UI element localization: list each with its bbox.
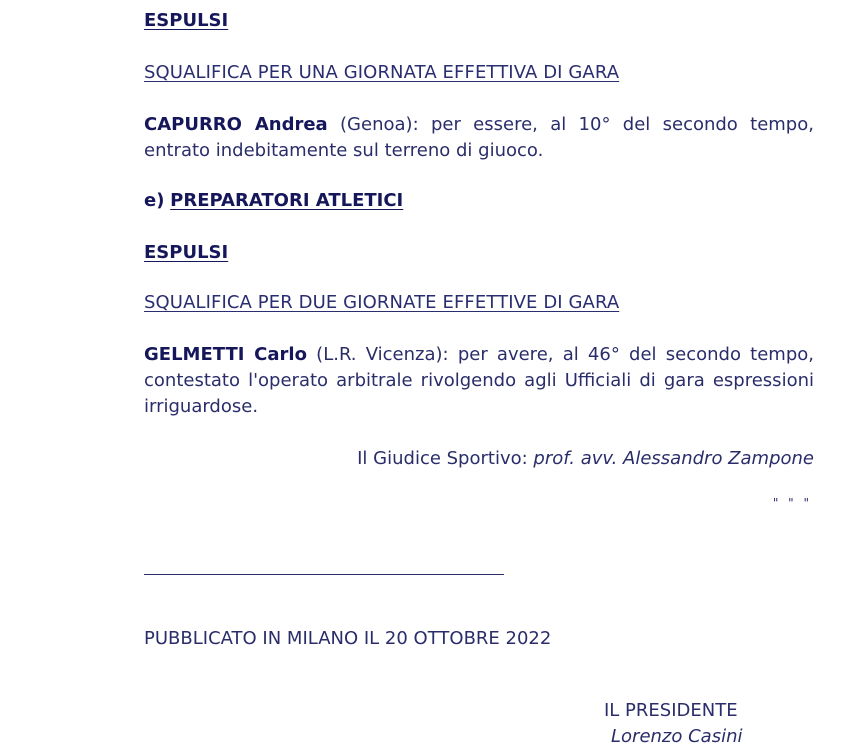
expelled-heading-2: ESPULSI [144, 242, 229, 263]
entry-text: : per avere, al 46° del secondo tempo, contestato l'operato arbitrale rivolgendo agli Ufficiali di gara espressioni irriguardose. [144, 344, 815, 417]
president-title: IL PRESIDENTE [604, 700, 738, 721]
club-name: (Genoa) [340, 114, 413, 135]
ditto-marks: " " " [772, 496, 812, 510]
disciplinary-entry-2 [144, 342, 814, 420]
club-name: (L.R. Vicenza) [316, 344, 443, 365]
disciplinary-entry-1 [144, 112, 814, 164]
separator-rule [144, 574, 504, 575]
signature-label: Il Giudice Sportivo: [357, 448, 534, 469]
president-name: Lorenzo Casini [611, 726, 743, 747]
penalty-heading-2: SQUALIFICA PER DUE GIORNATE EFFETTIVE DI GARA [144, 292, 620, 313]
section-prefix: e) [144, 190, 165, 211]
judge-signature [357, 446, 814, 472]
expelled-heading-1: ESPULSI [144, 10, 229, 31]
section-title: PREPARATORI ATLETICI [170, 190, 404, 211]
penalty-heading-1: SQUALIFICA PER UNA GIORNATA EFFETTIVA DI GARA [144, 62, 620, 83]
person-name: CAPURRO Andrea [144, 114, 328, 135]
entry-text: : per essere, al 10° del secondo tempo, entrato indebitamente sul terreno di giuoco. [144, 114, 814, 161]
section-e-heading [144, 188, 403, 214]
publication-line: PUBBLICATO IN MILANO IL 20 OTTOBRE 2022 [144, 628, 552, 649]
person-name: GELMETTI Carlo [144, 344, 307, 365]
signer-name: prof. avv. Alessandro Zampone [533, 448, 814, 469]
